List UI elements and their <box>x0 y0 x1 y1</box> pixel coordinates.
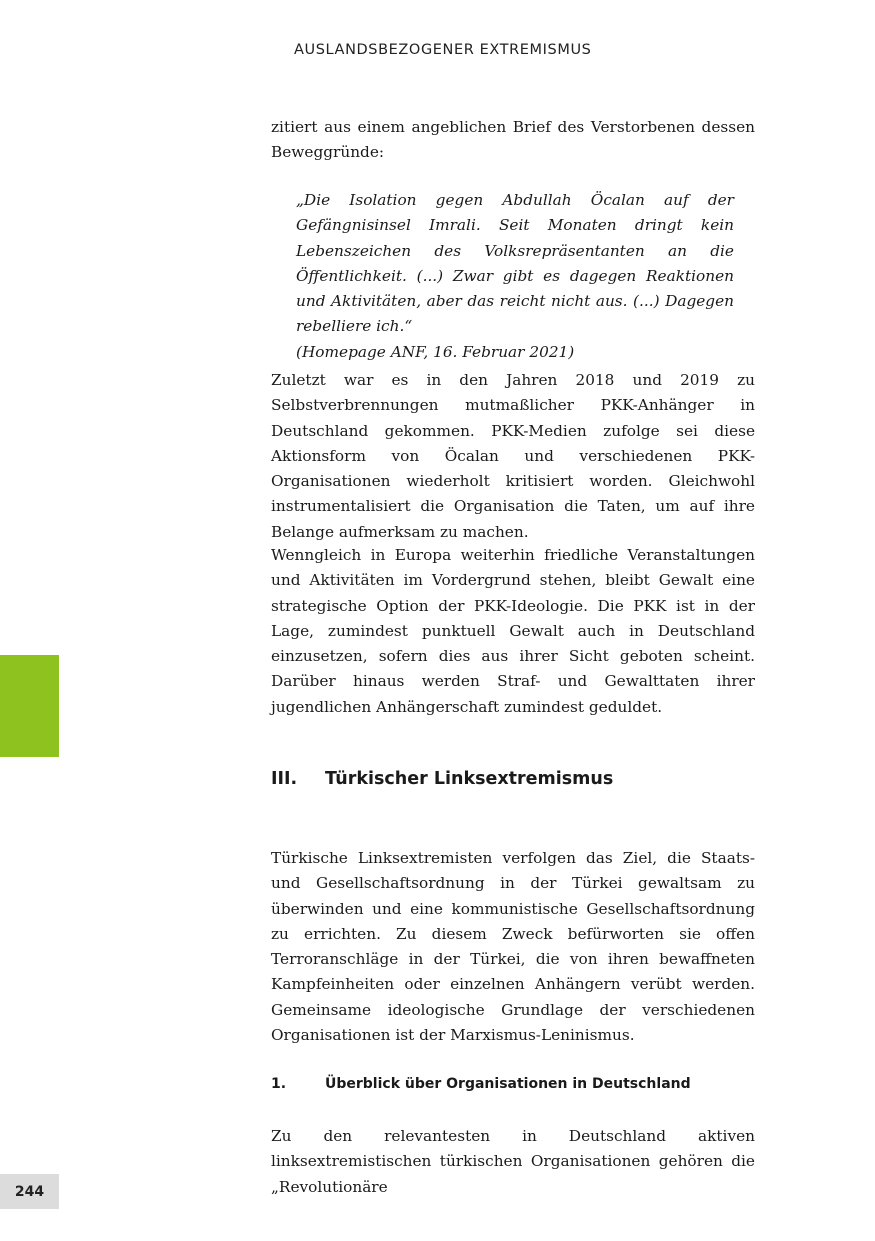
subsection-title: Überblick über Organisationen in Deutschland <box>325 1076 691 1092</box>
quote-source: (Homepage ANF, 16. Februar 2021) <box>296 342 575 361</box>
chapter-tab-marker <box>0 655 59 757</box>
paragraph-3: Wenngleich in Europa weiterhin friedliche Veranstaltungen und Aktivitäten im Vordergrund stehen, bleibt Gewalt eine strategische Option der PKK-Ideologie. Die PKK ist in der Lage, zumindest punktuell Gewalt auch in Deutschland einzusetzen, sofern dies aus ihrer Sicht geboten scheint. Darüber hinaus werden Straf- und Gewalttaten ihrer jugendlichen Anhängerschaft zumindest geduldet. <box>271 546 755 716</box>
section-number: III. <box>271 769 298 789</box>
quote-text: „Die Isolation gegen Abdullah Öcalan auf der Gefängnisinsel Imrali. Seit Monaten dringt kein Lebenszeichen des Volksrepräsentanten an die Öffentlichkeit. (...) Zwar gibt es dagegen Reaktionen und Aktivitäten, aber das reicht nicht aus. (...) Dagegen rebelliere ich.“ <box>296 191 734 336</box>
paragraph-5-block <box>271 1124 755 1200</box>
running-header: AUSLANDSBEZOGENER EXTREMISMUS <box>294 42 592 58</box>
paragraph-4: Türkische Linksextremisten verfolgen das Ziel, die Staats- und Gesellschaftsordnung in der Türkei gewaltsam zu überwinden und eine kommunistische Gesellschaftsordnung zu errichten. Zu diesem Zweck befürworten sie offen Terroranschläge in der Türkei, die von ihren bewaffneten Kampfeinheiten oder einzelnen Anhängern verübt werden. Gemeinsame ideologische Grundlage der verschiedenen Organisationen ist der Marxismus-Leninismus. <box>271 849 755 1045</box>
paragraph-2: Zuletzt war es in den Jahren 2018 und 2019 zu Selbstverbrennungen mutmaßlicher PKK-Anhänger in Deutschland gekommen. PKK-Medien zufolge sei diese Aktionsform von Öcalan und verschiedenen PKK-Organisationen wiederholt kritisiert worden. Gleichwohl instrumentalisiert die Organisation die Taten, um auf ihre Belange aufmerksam zu machen. <box>271 371 755 541</box>
paragraph-2-block <box>271 368 755 545</box>
subsection-heading <box>271 1076 691 1092</box>
intro-paragraph: zitiert aus einem angeblichen Brief des Verstorbenen dessen Beweggründe: <box>271 118 755 162</box>
paragraph-3-block <box>271 543 755 720</box>
subsection-number: 1. <box>271 1076 287 1092</box>
intro-paragraph-block <box>271 115 755 166</box>
paragraph-5: Zu den relevantesten in Deutschland aktiven linksextremistischen türkischen Organisationen gehören die „Revolutionäre <box>271 1127 755 1196</box>
section-heading <box>271 769 613 789</box>
page-number: 244 <box>0 1174 59 1209</box>
blockquote <box>296 188 734 365</box>
section-title: Türkischer Linksextremismus <box>325 769 614 789</box>
paragraph-4-block <box>271 846 755 1048</box>
